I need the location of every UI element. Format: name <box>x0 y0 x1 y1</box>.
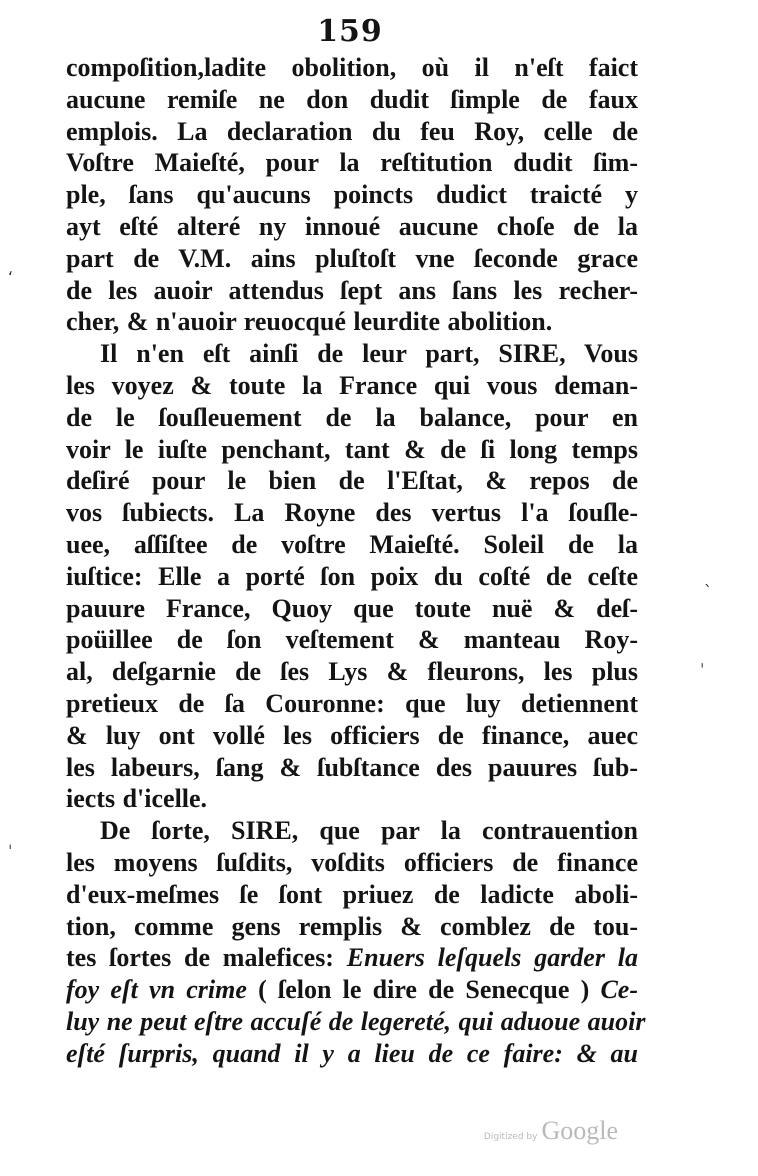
italic-quote: Enuers leſquels garder la <box>346 943 638 973</box>
text-line: ayt eſté alteré ny innoué aucune choſe de la <box>66 211 638 241</box>
text-line: voir le iuſte penchant, tant & de ſi long temps <box>66 434 638 464</box>
text-line: & luy ont vollé les officiers de finance, auec <box>66 720 638 750</box>
italic-quote: Ce- <box>600 975 638 1005</box>
margin-mark: ˌ <box>700 650 705 669</box>
text-line: eſté ſurpris, quand il y a lieu de ce faire: & au <box>66 1038 638 1068</box>
text-line: deſiré pour le bien de l'Eſtat, & repos de <box>66 466 638 496</box>
text-line: pretieux de ſa Couronne: que luy detiennent <box>66 688 638 718</box>
page-number: 159 <box>317 14 383 49</box>
text-line: tion, comme gens remplis & comblez de tou- <box>66 911 638 941</box>
text-line: iects d'icelle. <box>66 784 208 814</box>
text-line: al, deſgarnie de ſes Lys & fleurons, les plus <box>66 657 638 687</box>
text-line: foy eſt vn crime ( ſelon le dire de Senecque ) Ce- <box>66 975 638 1005</box>
text-line: d'eux-meſmes ſe ſont priuez de ladicte aboli- <box>66 879 638 909</box>
text-line: De ſorte, SIRE, que par la contrauention <box>100 816 638 846</box>
google-watermark <box>484 1116 618 1146</box>
text-line: les labeurs, ſang & ſubſtance des pauures ſub- <box>66 752 638 782</box>
watermark-prefix: Digitized by <box>483 1132 538 1142</box>
text-line: les moyens ſuſdits, voſdits officiers de finance <box>66 847 638 877</box>
text-line: iuſtice: Elle a porté ſon poix du coſté de ceſte <box>66 561 638 591</box>
text-line: de le ſouſleuement de la balance, pour en <box>66 402 638 432</box>
text-line: cher, & n'auoir reuocqué leurdite abolition. <box>66 307 553 337</box>
text-line: luy ne peut eſtre accuſé de legereté, qui aduoue auoir <box>66 1006 646 1036</box>
margin-mark: ˎ <box>704 568 712 587</box>
text-block <box>66 52 646 1070</box>
text-line: emplois. La declaration du feu Roy, celle de <box>66 116 638 146</box>
text-line: de les auoir attendus ſept ans ſans les recher- <box>66 275 638 305</box>
text-line: Voſtre Maieſté, pour la reſtitution dudit ſim- <box>66 148 638 178</box>
text-line: part de V.M. ains pluſtoſt vne ſeconde grace <box>66 243 638 273</box>
text-line: ple, ſans qu'aucuns poincts dudict traicté y <box>66 180 638 210</box>
italic-quote: foy eſt vn crime <box>66 975 259 1005</box>
text-line: aucune remiſe ne don dudit ſimple de faux <box>66 84 638 114</box>
text-line: tes ſortes de malefices: Enuers leſquels garder la <box>66 943 638 973</box>
text-line: Il n'en eſt ainſi de leur part, SIRE, Vous <box>100 339 638 369</box>
margin-mark: ˈ <box>8 842 13 861</box>
text-line: uee, aſſiſtee de voſtre Maieſté. Soleil de la <box>66 529 638 559</box>
text-line: vos ſubiects. La Royne des vertus l'a ſouſle- <box>66 498 638 528</box>
text-line: compoſition,ladite obolition, où il n'eſt faict <box>66 53 638 82</box>
text-line: poüillee de ſon veſtement & manteau Roy- <box>66 625 638 655</box>
text-line: les voyez & toute la France qui vous deman- <box>66 370 638 400</box>
google-logo: Google <box>541 1116 618 1145</box>
margin-mark: ʻ <box>8 268 14 287</box>
text-line: pauure France, Quoy que toute nuë & deſ- <box>66 593 638 623</box>
